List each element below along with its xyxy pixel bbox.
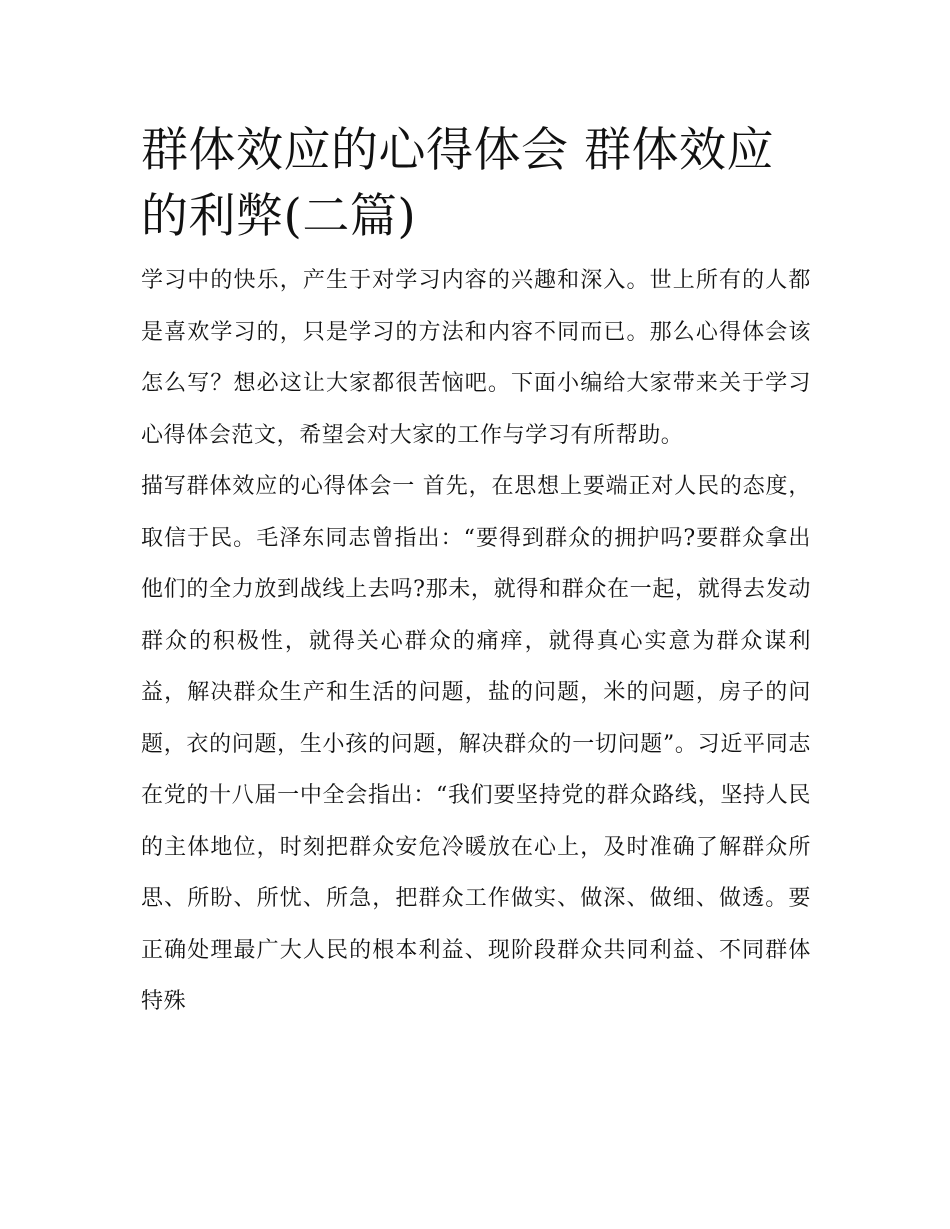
document-page bbox=[141, 118, 811, 1028]
intro-paragraph: 学习中的快乐，产生于对学习内容的兴趣和深入。世上所有的人都是喜欢学习的，只是学习的方法和内容不同而已。那么心得体会该怎么写？想必这让大家都很苦恼吧。下面小编给大家带来关于学习心得体会范文，希望会对大家的工作与学习有所帮助。 bbox=[141, 268, 811, 448]
body-paragraph: 描写群体效应的心得体会一 首先，在思想上要端正对人民的态度，取信于民。毛泽东同志曾指出：“要得到群众的拥护吗?要群众拿出他们的全力放到战线上去吗?那未，就得和群众在一起，就得去发动群众的积极性，就得关心群众的痛痒，就得真心实意为群众谋利益，解决群众生产和生活的问题，盐的问题，米的问题，房子的问题，衣的问题，生小孩的问题，解决群众的一切问题”。习近平同志在党的十八届一中全会指出：“我们要坚持党的群众路线，坚持人民的主体地位，时刻把群众安危冷暖放在心上，及时准确了解群众所思、所盼、所忧、所急，把群众工作做实、做深、做细、做透。要正确处理最广大人民的根本利益、现阶段群众共同利益、不同群体特殊 bbox=[141, 474, 811, 1014]
document-title: 群体效应的心得体会 群体效应的利弊(二篇) bbox=[141, 123, 774, 244]
